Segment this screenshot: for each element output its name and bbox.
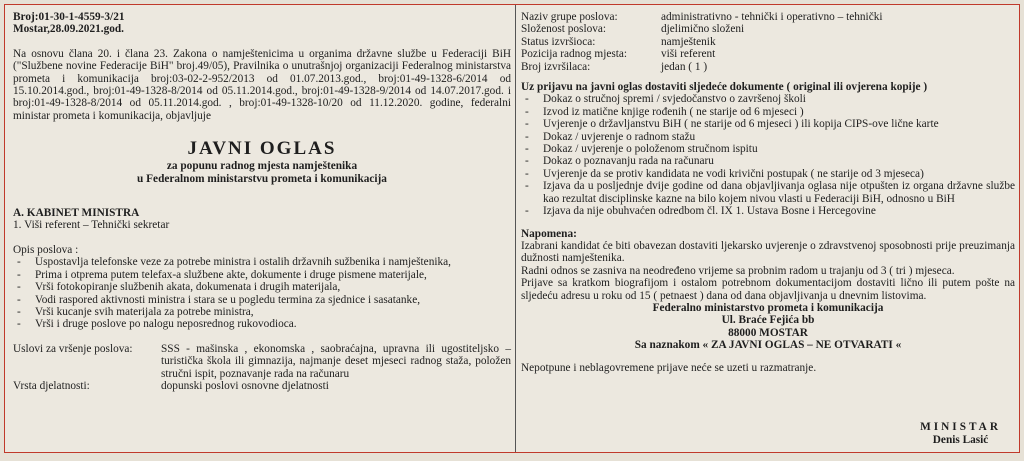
info-label: Naziv grupe poslova: xyxy=(521,11,618,23)
list-item: - Izjava da nije obuhvaćen odredbom čl. IX 1. Ustava Bosne i Hercegovine xyxy=(521,205,1015,217)
list-item: - Dokaz o stručnoj spremi / svjedočanstvo o završenoj školi xyxy=(521,93,1015,105)
info-value: administrativno - tehnički i operativno – tehnički xyxy=(661,11,883,23)
info-row xyxy=(521,48,1015,60)
conditions-row xyxy=(13,343,511,380)
info-row xyxy=(521,23,1015,35)
subtitle-line-1: za popunu radnog mjesta namještenika xyxy=(166,160,358,173)
duties-list xyxy=(13,256,511,330)
list-item: - Prima i otprema putem telefax-a službene akte, dokumente i druge pismene materijale, xyxy=(13,269,511,281)
list-item: - Dokaz / uvjerenje o položenom stručnom ispitu xyxy=(521,143,1015,155)
info-value: namještenik xyxy=(661,35,716,48)
info-row xyxy=(521,61,1015,73)
address-line: Federalno ministarstvo prometa i komunikacija xyxy=(652,301,884,314)
reference-number: Broj:01-30-1-4559-3/21 xyxy=(13,11,125,23)
info-value: viši referent xyxy=(661,48,716,61)
info-value: djelimično složeni xyxy=(661,23,745,36)
list-item: - Uvjerenje da se protiv kandidata ne vodi krivični postupak ( ne starije od 3 mjeseca) xyxy=(521,168,1015,180)
list-item: - Uspostavlja telefonske veze za potrebe ministra i ostalih državnih sužbenika i namještenika, xyxy=(13,256,511,268)
position-title: 1. Viši referent – Tehnički sekretar xyxy=(13,219,170,232)
info-value: jedan ( 1 ) xyxy=(661,60,708,73)
conditions-value: SSS - mašinska , ekonomska , saobraćajna, upravna ili ugostiteljsko – turistička škola ili gimnazija, najmanje deset mjeseci radnog staža, položen stručni ispit, poznavanje rada na računaru xyxy=(161,342,511,380)
subtitle-line-2: u Federalnom ministarstvu prometa i komunikacija xyxy=(137,172,387,185)
reference-date: Mostar,28.09.2021.god. xyxy=(13,23,124,36)
address-line: Sa naznakom « ZA JAVNI OGLAS – NE OTVARATI « xyxy=(634,339,902,352)
left-column xyxy=(13,5,511,452)
note-paragraph: Radni odnos se zasniva na neodređeno vrijeme sa probnim radom u trajanju od 3 ( tri ) mjeseca. xyxy=(521,264,955,277)
list-item: - Izjava da u posljednje dvije godine od dana objavljivanja oglasa nije otpušten iz organa državne službe kao rezultat disciplinske kazne na bilo kojem nivou vlasti u Federaciji BiH, odnosno u BiH xyxy=(521,180,1015,205)
list-item: - Vodi raspored aktivnosti ministra i stara se u pogledu termina za sjednice i sasatanke, xyxy=(13,294,511,306)
note-paragraph: Prijave sa kratkom biografijom i ostalom potrebnom dokumentacijom dostaviti lično ili putem pošte na sljedeću adresu u roku od 15 ( petnaest ) dana od dana objavljivanja u dnevnim listovima. xyxy=(521,277,1015,302)
right-column xyxy=(521,5,1015,452)
duties-header: Opis poslova : xyxy=(13,243,79,256)
signature-name: Denis Lasić xyxy=(932,433,989,446)
position-info xyxy=(521,11,1015,73)
column-divider xyxy=(515,5,516,452)
info-label: Status izvršioca: xyxy=(521,35,596,48)
list-item: - Izvod iz matične knjige rođenih ( ne starije od 6 mjeseci ) xyxy=(521,106,1015,118)
closing-note: Nepotpune i neblagovremene prijave neće se uzeti u razmatranje. xyxy=(521,361,817,374)
info-row xyxy=(521,36,1015,48)
signature-block xyxy=(920,421,1001,446)
legal-basis-paragraph: Na osnovu člana 20. i člana 23. Zakona o namještenicima u organima državne službe u Federaciji BiH ("Službene novine Federacije BiH" broj.49/05), Pravilnika o unutrašnjoj organizaciji Federalnog ministarstva prometa i komunikacija broj:03-02-2-952/2013 od 01.07.2013.god., broj:01-49-1328-6/2014 od 15.10.2014.god., broj:01-49-1328-8/2014 od 05.11.2014.god., broj:01-49-1328-9/2014 od 14.07.2017.god. i broj:01-49-1328-8/2014 od 05.11.2014.god. , broj:01-49-1328-10/20 od 11.12.2020. godine, federalni ministar prometa i komunikacija, objavljuje xyxy=(13,47,511,122)
documents-list xyxy=(521,93,1015,217)
page-title: JAVNI OGLAS xyxy=(187,138,337,160)
list-item: - Uvjerenje o državljanstvu BiH ( ne starije od 6 mjeseci ) ili kopija CIPS-ove lične karte xyxy=(521,118,1015,130)
list-item: - Dokaz / uvjerenje o radnom stažu xyxy=(521,131,1015,143)
section-label: A. KABINET MINISTRA xyxy=(13,207,140,220)
address-line: 88000 MOSTAR xyxy=(728,326,808,339)
job-advertisement-page xyxy=(4,4,1020,453)
list-item: - Vrši i druge poslove po nalogu neposrednog rukovodioca. xyxy=(13,318,511,330)
note-paragraph: Izabrani kandidat će biti obavezan dostaviti ljekarsko uvjerenje o zdravstvenoj sposobnosti prije preuzimanja dužnosti namještenika. xyxy=(521,239,1015,265)
activity-row xyxy=(13,380,511,392)
conditions-label: Uslovi za vršenje poslova: xyxy=(13,342,133,355)
info-label: Složenost poslova: xyxy=(521,23,607,36)
signature-title: MINISTAR xyxy=(920,421,1001,434)
info-label: Pozicija radnog mjesta: xyxy=(521,48,628,61)
list-item: - Vrši kucanje svih materijala za potrebe ministra, xyxy=(13,306,511,318)
list-item: - Vrši fotokopiranje službenih akata, dokumenata i drugih materijala, xyxy=(13,281,511,293)
activity-value: dopunski poslovi osnovne djelatnosti xyxy=(161,379,329,392)
address-line: Ul. Braće Fejića bb xyxy=(721,314,815,327)
documents-header: Uz prijavu na javni oglas dostaviti sljedeće dokumente ( original ili ovjerena kopije ) xyxy=(521,81,928,94)
info-label: Broj izvršilaca: xyxy=(521,60,591,73)
note-header: Napomena: xyxy=(521,227,577,240)
activity-label: Vrsta djelatnosti: xyxy=(13,379,90,392)
list-item: - Dokaz o poznavanju rada na računaru xyxy=(521,155,1015,167)
info-row xyxy=(521,11,1015,23)
